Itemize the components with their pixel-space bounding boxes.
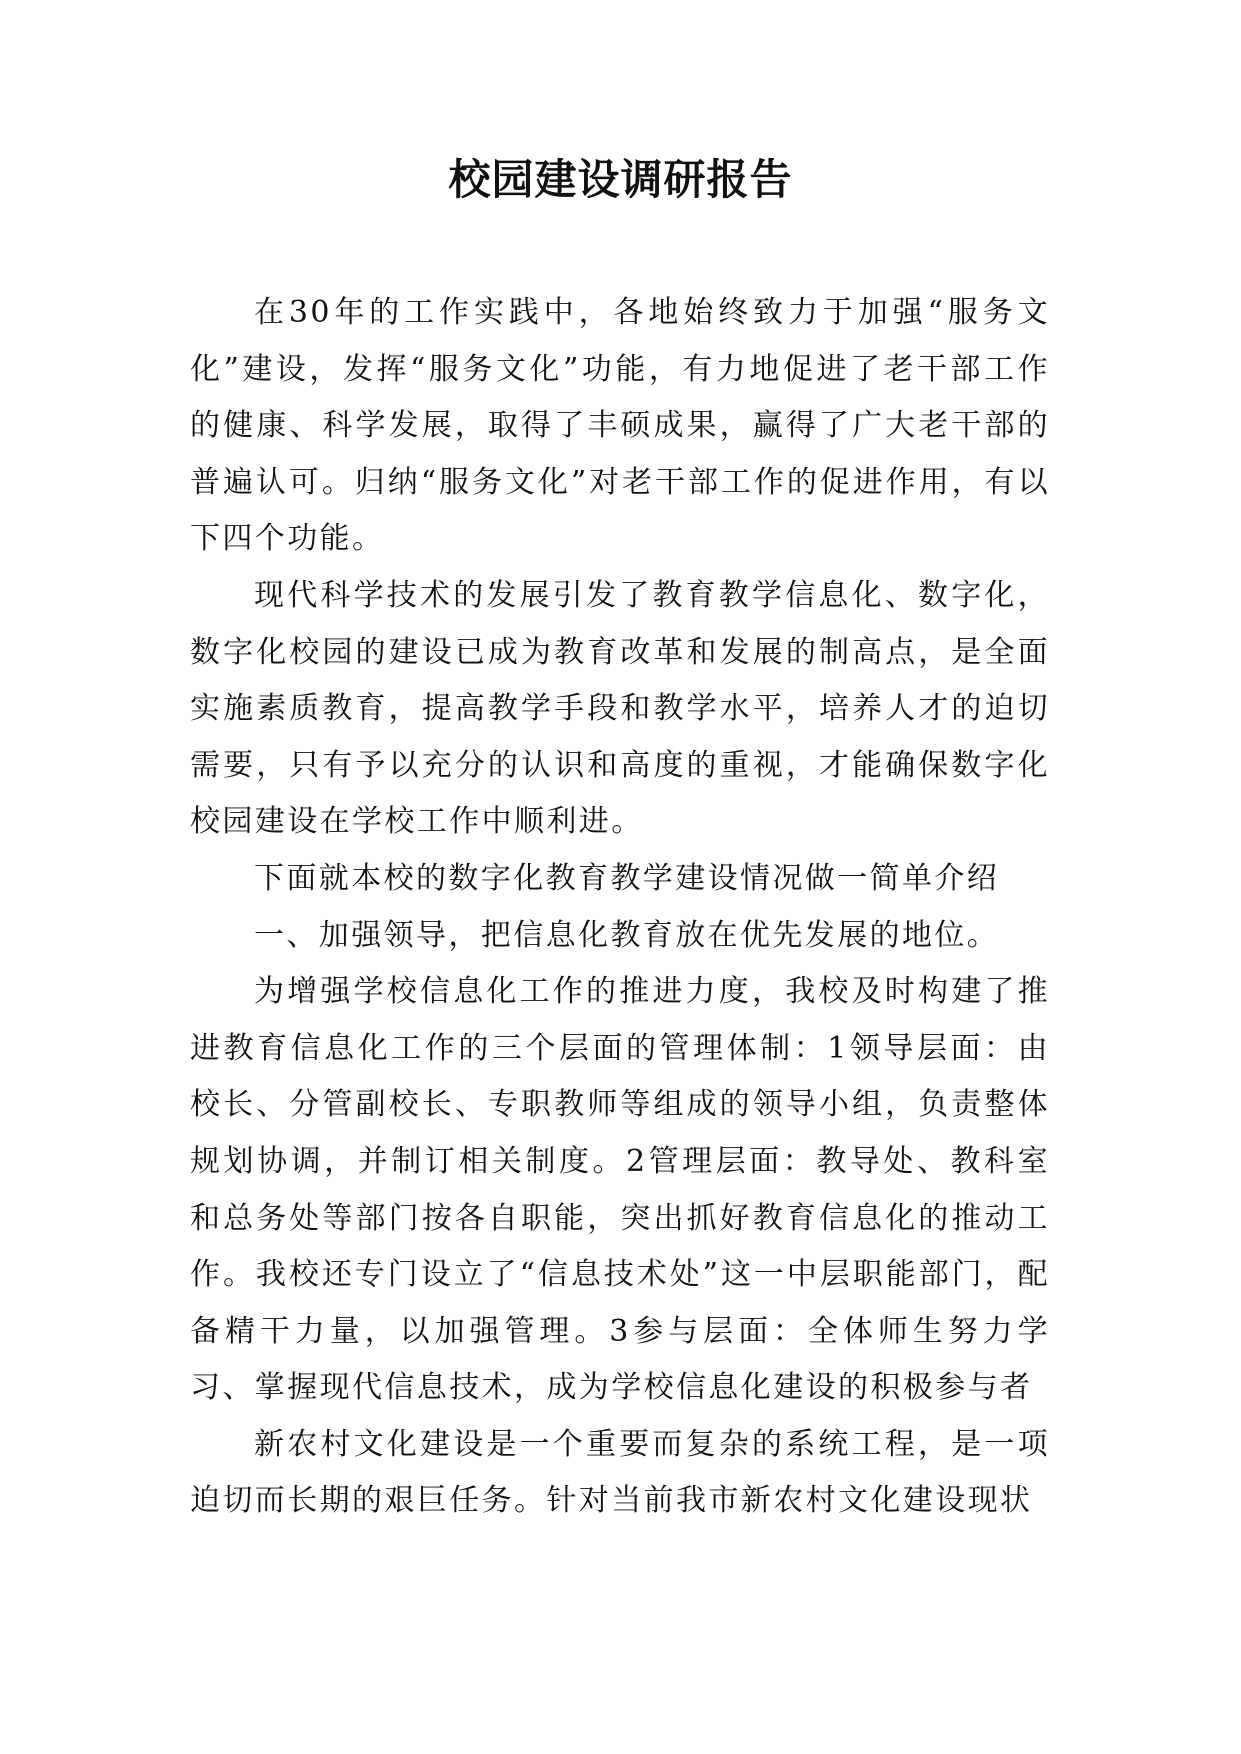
- paragraph-management-system: 为增强学校信息化工作的推进力度，我校及时构建了推进教育信息化工作的三个层面的管理体制：1领导层面：由校长、分管副校长、专职教师等组成的领导小组，负责整体规划协调，并制订相关制度。2管理层面：教导处、教科室和总务处等部门按各自职能，突出抓好教育信息化的推动工作。我校还专门设立了“信息技术处”这一中层职能部门，配备精干力量，以加强管理。3参与层面：全体师生努力学习、掌握现代信息技术，成为学校信息化建设的积极参与者: [190, 974, 1050, 1406]
- document-title: 校园建设调研报告: [448, 155, 793, 204]
- paragraph-rural-culture: 新农村文化建设是一个重要而复杂的系统工程，是一项迫切而长期的艰巨任务。针对当前我市新农村文化建设现状: [190, 1426, 1050, 1519]
- paragraph-introduction: 下面就本校的数字化教育教学建设情况做一简单介绍: [254, 860, 1000, 896]
- document-body: [190, 285, 1050, 1530]
- section-heading-leadership: 一、加强领导，把信息化教育放在优先发展的地位。: [254, 917, 1000, 953]
- paragraph-service-culture: 在30年的工作实践中，各地始终致力于加强“服务文化”建设，发挥“服务文化”功能，有力地促进了老干部工作的健康、科学发展，取得了丰硕成果，赢得了广大老干部的普遍认可。归纳“服务文化”对老干部工作的促进作用，有以下四个功能。: [190, 295, 1050, 557]
- paragraph-digital-campus: 现代科学技术的发展引发了教育教学信息化、数字化，数字化校园的建设已成为教育改革和发展的制高点，是全面实施素质教育，提高教学手段和教学水平，培养人才的迫切需要，只有予以充分的认识和高度的重视，才能确保数字化校园建设在学校工作中顺利进。: [190, 577, 1050, 840]
